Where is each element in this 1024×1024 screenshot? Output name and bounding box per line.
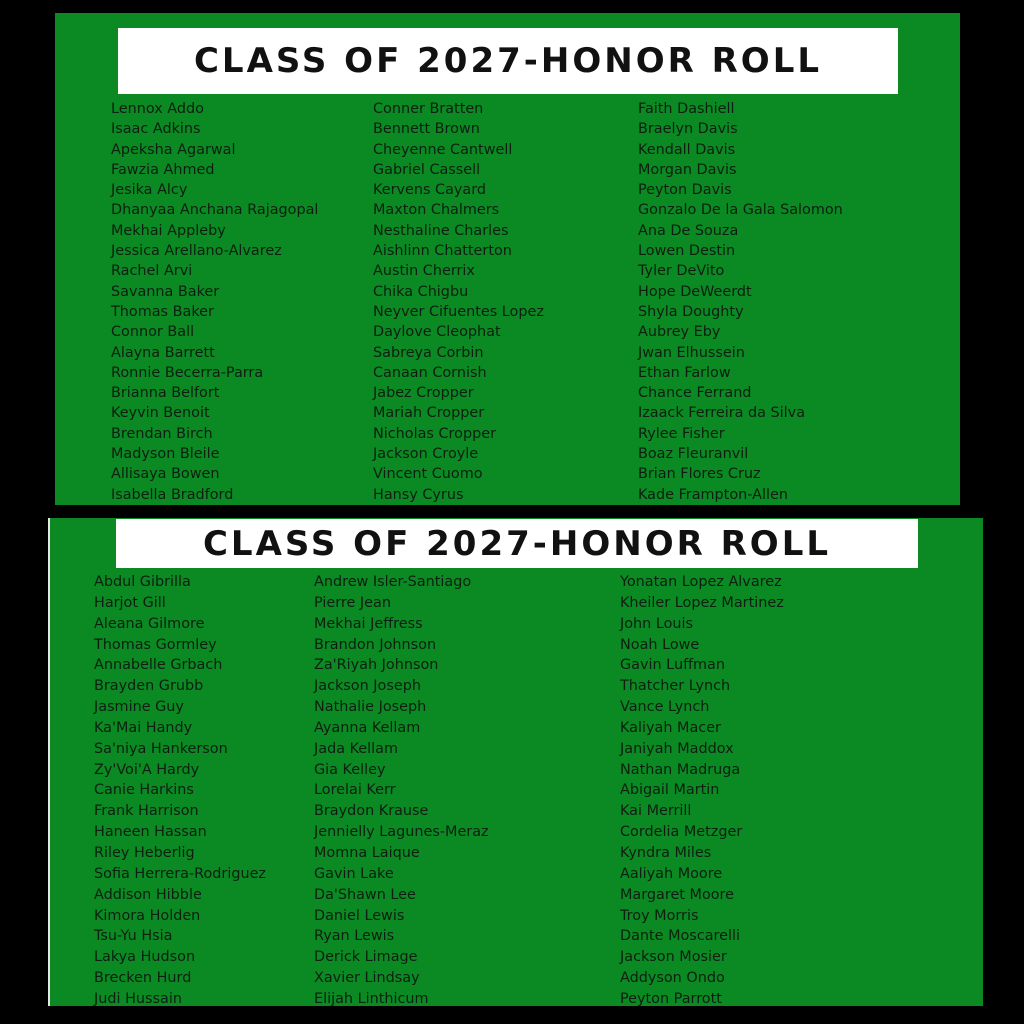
student-name: Brian Flores Cruz <box>638 466 761 483</box>
student-name: Aubrey Eby <box>638 324 721 341</box>
student-name: Chika Chigbu <box>373 283 469 300</box>
honor-roll-panel-1 <box>55 13 960 505</box>
student-name: Kheiler Lopez Martinez <box>620 594 784 611</box>
student-name: Jackson Croyle <box>373 446 479 463</box>
student-name: Sofia Herrera-Rodriguez <box>94 865 266 882</box>
student-name: Aaliyah Moore <box>620 865 723 882</box>
student-name: Neyver Cifuentes Lopez <box>373 303 544 320</box>
student-name: Hope DeWeerdt <box>638 283 752 300</box>
student-name: Annabelle Grbach <box>94 657 223 674</box>
student-name: Jessica Arellano-Alvarez <box>111 243 282 260</box>
student-name: Momna Laique <box>314 844 420 861</box>
student-name: Kai Merrill <box>620 803 692 820</box>
student-name: Dante Moscarelli <box>620 928 740 945</box>
student-name: Tyler DeVito <box>638 263 725 280</box>
student-name: Dhanyaa Anchana Rajagopal <box>111 202 319 219</box>
student-name: Canie Harkins <box>94 782 194 799</box>
student-name: Da'Shawn Lee <box>314 886 416 903</box>
student-name: Ronnie Becerra-Parra <box>111 364 264 381</box>
student-name: Izaack Ferreira da Silva <box>638 405 806 422</box>
student-name: Zy'Voi'A Hardy <box>94 761 200 778</box>
student-name: Jasmine Guy <box>94 699 184 716</box>
student-name: Cordelia Metzger <box>620 824 743 841</box>
student-name: Daylove Cleophat <box>373 324 501 341</box>
student-name: Peyton Davis <box>638 182 732 199</box>
student-name: Sabreya Corbin <box>373 344 484 361</box>
student-name: Morgan Davis <box>638 161 737 178</box>
student-name: Lennox Addo <box>111 101 204 117</box>
student-name: Xavier Lindsay <box>314 970 420 987</box>
student-name: Isaac Adkins <box>111 121 201 138</box>
student-name: Sa'niya Hankerson <box>94 740 228 757</box>
student-name: Vincent Cuomo <box>373 466 483 483</box>
student-name: Ayanna Kellam <box>314 719 421 736</box>
student-name: Nicholas Cropper <box>373 425 496 442</box>
student-name: Thatcher Lynch <box>620 678 731 695</box>
student-name: Alayna Barrett <box>111 344 215 361</box>
student-name: Jada Kellam <box>314 740 398 757</box>
student-name: Braelyn Davis <box>638 121 738 138</box>
student-name: Kaliyah Macer <box>620 719 721 736</box>
panel-title: CLASS OF 2027-HONOR ROLL <box>202 523 832 564</box>
student-name: Hansy Cyrus <box>373 486 464 503</box>
student-name: Lorelai Kerr <box>314 782 396 799</box>
student-name: Connor Ball <box>111 324 195 341</box>
name-column-2 <box>314 572 489 1006</box>
student-name: Allisaya Bowen <box>111 466 220 483</box>
student-name: Noah Lowe <box>620 636 700 653</box>
student-name: Lowen Destin <box>638 243 736 260</box>
student-name: Gavin Luffman <box>620 657 725 674</box>
student-name: Ryan Lewis <box>314 928 395 945</box>
student-name: Bennett Brown <box>373 121 480 138</box>
student-name: Mariah Cropper <box>373 405 485 422</box>
student-name: Kyndra Miles <box>620 844 712 861</box>
title-banner <box>116 519 918 568</box>
student-name: Ethan Farlow <box>638 364 731 381</box>
student-name: Aishlinn Chatterton <box>373 243 512 260</box>
student-name: Lakya Hudson <box>94 949 196 966</box>
student-name: Frank Harrison <box>94 803 199 820</box>
student-name: Austin Cherrix <box>373 263 475 280</box>
student-name: Kimora Holden <box>94 907 201 924</box>
student-name: Thomas Baker <box>111 303 214 320</box>
student-name: Rachel Arvi <box>111 263 193 280</box>
student-name: Faith Dashiell <box>638 101 735 117</box>
student-name: Gavin Lake <box>314 865 394 882</box>
name-column-3 <box>620 572 784 1006</box>
student-name: Jwan Elhussein <box>638 344 745 361</box>
name-column-2 <box>373 99 544 505</box>
student-name: Brianna Belfort <box>111 385 220 402</box>
student-name: Rylee Fisher <box>638 425 725 442</box>
student-name: Mekhai Appleby <box>111 222 226 239</box>
student-name: Andrew Isler-Santiago <box>314 574 472 590</box>
student-name: Brandon Johnson <box>314 636 437 653</box>
student-name: Mekhai Jeffress <box>314 615 423 632</box>
student-name: Thomas Gormley <box>94 636 217 653</box>
student-name: Fawzia Ahmed <box>111 161 215 178</box>
student-name: Judi Hussain <box>94 990 182 1006</box>
student-name: Gia Kelley <box>314 761 386 778</box>
student-name: Maxton Chalmers <box>373 202 500 219</box>
student-name: Jackson Joseph <box>314 678 421 695</box>
student-name: Jennielly Lagunes-Meraz <box>314 824 489 841</box>
student-name: Peyton Parrott <box>620 990 722 1006</box>
title-banner <box>118 28 898 94</box>
student-name: Canaan Cornish <box>373 364 487 381</box>
honor-roll-panel-2 <box>48 518 983 1006</box>
student-name: Yonatan Lopez Alvarez <box>620 574 782 590</box>
name-column-3 <box>638 99 843 505</box>
student-name: Nesthaline Charles <box>373 222 509 239</box>
student-name: Daniel Lewis <box>314 907 405 924</box>
student-name: Isabella Bradford <box>111 486 234 503</box>
student-name: Gonzalo De la Gala Salomon <box>638 202 843 219</box>
student-name: Gabriel Cassell <box>373 161 481 178</box>
name-column-1 <box>111 99 318 505</box>
student-name: Addyson Ondo <box>620 970 725 987</box>
student-name: Kade Frampton-Allen <box>638 486 788 503</box>
student-name: Haneen Hassan <box>94 824 207 841</box>
student-name: Keyvin Benoit <box>111 405 210 422</box>
student-name: Vance Lynch <box>620 699 710 716</box>
student-name: Addison Hibble <box>94 886 202 903</box>
student-name: Kendall Davis <box>638 141 736 158</box>
student-name: Abigail Martin <box>620 782 720 799</box>
student-name: Apeksha Agarwal <box>111 141 236 158</box>
student-name: Shyla Doughty <box>638 303 744 320</box>
student-name: Savanna Baker <box>111 283 220 300</box>
student-name: Harjot Gill <box>94 594 166 611</box>
student-name: Brecken Hurd <box>94 970 192 987</box>
student-name: Janiyah Maddox <box>620 740 734 757</box>
student-name: Jesika Alcy <box>111 182 188 199</box>
student-name: Elijah Linthicum <box>314 990 429 1006</box>
student-name: Nathan Madruga <box>620 761 741 778</box>
student-name: Kervens Cayard <box>373 182 487 199</box>
student-name: Tsu-Yu Hsia <box>94 928 173 945</box>
student-name: Chance Ferrand <box>638 385 752 402</box>
student-name: Abdul Gibrilla <box>94 574 191 590</box>
student-name: Cheyenne Cantwell <box>373 141 513 158</box>
student-name: Nathalie Joseph <box>314 699 427 716</box>
panel-title: CLASS OF 2027-HONOR ROLL <box>193 41 823 81</box>
student-name: Conner Bratten <box>373 101 484 117</box>
student-name: Za'Riyah Johnson <box>314 657 439 674</box>
student-name: Brayden Grubb <box>94 678 204 695</box>
student-name: Braydon Krause <box>314 803 429 820</box>
student-name: Derick Limage <box>314 949 418 966</box>
student-name: Madyson Bleile <box>111 446 220 463</box>
name-column-1 <box>94 572 266 1006</box>
student-name: Boaz Fleuranvil <box>638 446 749 463</box>
student-name: Ana De Souza <box>638 222 739 239</box>
student-name: Margaret Moore <box>620 886 735 903</box>
student-name: John Louis <box>620 615 694 632</box>
student-name: Troy Morris <box>620 907 699 924</box>
student-name: Riley Heberlig <box>94 844 195 861</box>
student-name: Jackson Mosier <box>620 949 727 966</box>
student-name: Brendan Birch <box>111 425 213 442</box>
student-name: Ka'Mai Handy <box>94 719 193 736</box>
student-name: Aleana Gilmore <box>94 615 205 632</box>
student-name: Jabez Cropper <box>373 385 474 402</box>
student-name: Pierre Jean <box>314 594 391 611</box>
